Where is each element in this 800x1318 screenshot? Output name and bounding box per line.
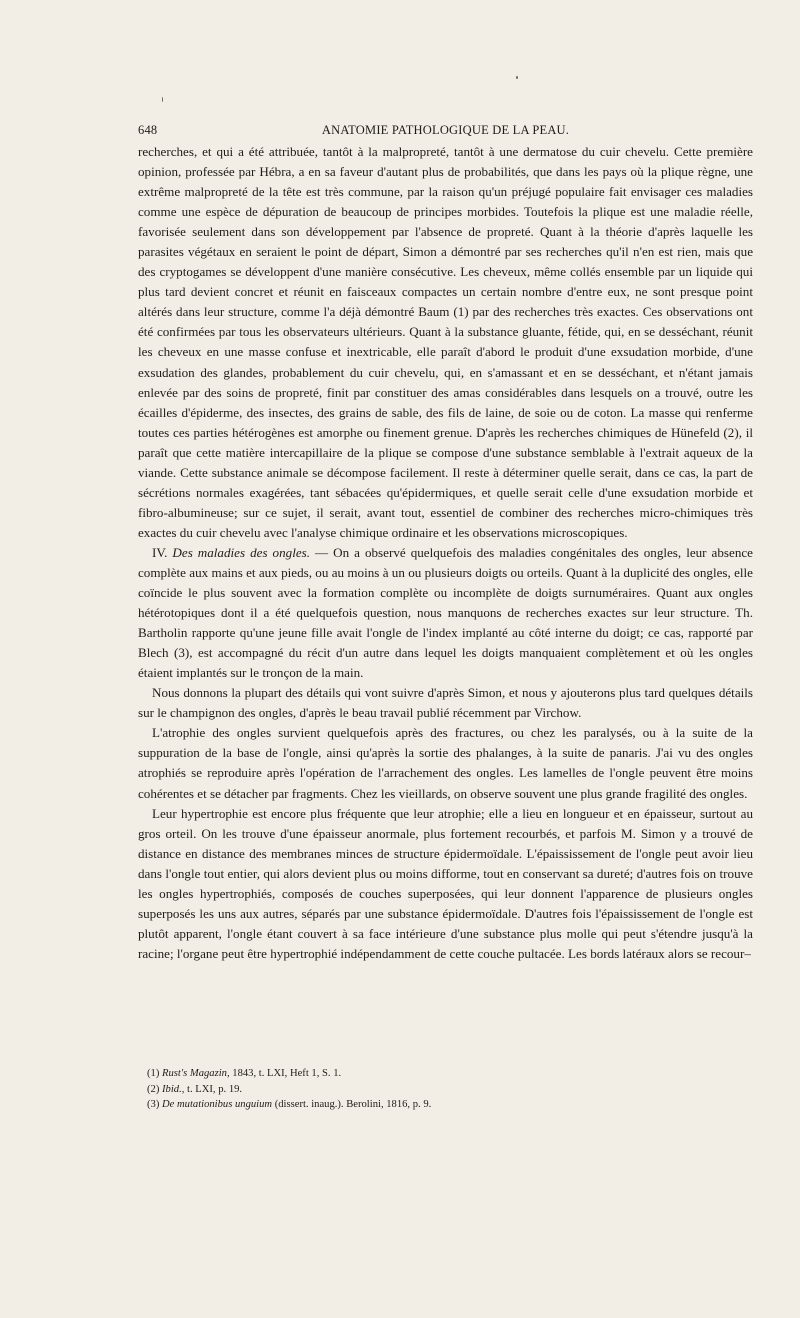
- ink-speck: [516, 76, 518, 79]
- footnote: [138, 1066, 753, 1082]
- ink-speck: [162, 97, 163, 102]
- page-number: 648: [138, 123, 158, 137]
- paragraph-nail-diseases: [138, 543, 753, 683]
- footnote-number: (1): [147, 1068, 163, 1079]
- body-text: [138, 142, 753, 964]
- running-title: ANATOMIE PATHOLOGIQUE DE LA PEAU.: [321, 123, 570, 137]
- running-header: [138, 123, 753, 141]
- footnote-reference: (dissert. inaug.). Berolini, 1816, p. 9.: [272, 1099, 432, 1110]
- footnote-title: Ibid.,: [162, 1083, 185, 1095]
- paragraph-sources: Nous donnons la plupart des détails qui vont suivre d'après Simon, et nous y ajouterons plus tard quelques détails sur le champignon des ongles, d'après le beau travail publié récemment par Virchow.: [138, 685, 753, 721]
- footnotes: [138, 1066, 753, 1113]
- footnote-number: (3): [147, 1099, 163, 1110]
- paragraph-atrophy: L'atrophie des ongles survient quelquefois après des fractures, ou chez les paralysés, ou à la suite de la suppuration de la base de l'ongle, ainsi qu'après la sortie des phalanges, à la suite de panaris. J'ai vu des ongles atrophiés se reproduire après l'opération de l'arrachement des ongles. Les lamelles de l'ongle peuvent être moins cohérentes et se détacher par fragments. Chez les vieillards, on observe souvent une plus grande fragilité des ongles.: [138, 725, 753, 801]
- footnote: [138, 1082, 753, 1098]
- footnote: [138, 1097, 753, 1113]
- paragraph-hypertrophy: Leur hypertrophie est encore plus fréquente que leur atrophie; elle a lieu en longueur et en épaisseur, surtout au gros orteil. On les trouve d'une épaisseur anormale, plus fortement recourbés, et parfois M. Simon y a trouvé de distance en distance des membranes minces de structure épidermoïdale. L'épaississement de l'ongle peut avoir lieu dans l'ongle tout entier, qui alors devient plus ou moins difforme, tout en conservant sa dureté; d'autres fois on trouve les ongles hypertrophiés, composés de couches superposées, qui leur donnent l'apparence de plusieurs ongles superposés les uns aux autres, séparés par une substance épidermoïdale. D'autres fois l'épaississement de l'ongle est plutôt apparent, l'ongle étant couvert à sa face intérieure d'une substance plus molle qui peut s'étendre jusqu'à la racine; l'organe peut être hypertrophié indépendamment de cette couche pultacée. Les bords latéraux alors se recour–: [138, 805, 753, 961]
- footnote-reference: 1843, t. LXI, Heft 1, S. 1.: [229, 1068, 342, 1079]
- footnote-number: (2): [147, 1083, 163, 1095]
- section-heading: Des maladies des ongles.: [172, 544, 311, 560]
- section-number: IV.: [152, 544, 173, 560]
- footnote-reference: t. LXI, p. 19.: [184, 1083, 243, 1095]
- footnote-title: De mutationibus unguium: [162, 1099, 273, 1110]
- footnote-title: Rust's Magazin,: [162, 1068, 230, 1079]
- paragraph-plique-continued: recherches, et qui a été attribuée, tantôt à la malpropreté, tantôt à une dermatose du cuir chevelu. Cette première opinion, professée par Hébra, a en sa faveur d'autant plus de probabilités, que dans les pays où la plique règne, une extrême malpropreté de la tête est très commune, par la raison qu'un préjugé populaire fait envisager ces maladies comme une espèce de dépuration de beaucoup de principes morbides. Toutefois la plique est une maladie réelle, favorisée seulement dans son développement par l'absence de propreté. Quant à la théorie d'après laquelle les parasites végétaux en seraient le point de départ, Simon a démontré par ses recherches qu'il n'en est rien, mais que des cryptogames se développent d'une manière consécutive. Les cheveux, même collés ensemble par un liquide qui plus tard devient concret et réunit en faisceaux compactes un certain nombre d'entre eux, ne sont presque point altérés dans leur structure, comme l'a déjà démontré Baum (1) par des recherches très exactes. Ces observations ont été confirmées par tous les observateurs ultérieurs. Quant à la substance gluante, fétide, qui, en se desséchant, réunit les cheveux en une masse confuse et inextricable, elle paraît d'abord le produit d'une exsudation morbide, d'une exsudation des glandes, probablement du cuir chevelu, qui, en s'amassant et en se desséchant, et n'étant jamais enlevée par des soins de propreté, finit par constituer des amas considérables dans lesquels on a trouvé, outre les écailles d'épiderme, des insectes, des grains de sable, des fils de laine, de soie ou de coton. La masse qui renferme toutes ces parties hétérogènes est amorphe ou finement grenue. D'après les recherches chimiques de Hünefeld (2), il paraît que cette matière intercapillaire de la plique se compose d'une substance semblable à l'extrait aqueux de la viande. Cette substance animale se décompose facilement. Il reste à déterminer quelle serait, dans ce cas, la part de sécrétions normales exagérées, tant sébacées qu'épidermiques, et quelle serait celle d'une exsudation morbide et fibro-albumineuse; sur ce sujet, il serait, avant tout, essentiel de combiner des recherches micro-chimiques très exactes du cuir chevelu avec l'analyse chimique ordinaire et les observations microscopiques.: [138, 144, 753, 540]
- section-text: — On a observé quelquefois des maladies congénitales des ongles, leur absence complète aux mains et aux pieds, ou au moins à un ou plusieurs doigts ou orteils. Quant à la duplicité des ongles, elle coïncide le plus souvent avec la formation complète ou incomplète de doigts surnuméraires. Quant aux ongles hétérotopiques dont il a été quelquefois question, nous manquons de recherches exactes sur leur structure. Th. Bartholin rapporte qu'une jeune fille avait l'ongle de l'index implanté au côté interne du doigt; ce cas, rapporté par Blech (3), est accompagné du récit d'un autre dans lequel les doigts manquaient complètement et où les ongles étaient implantés sur le tronçon de la main.: [138, 544, 753, 681]
